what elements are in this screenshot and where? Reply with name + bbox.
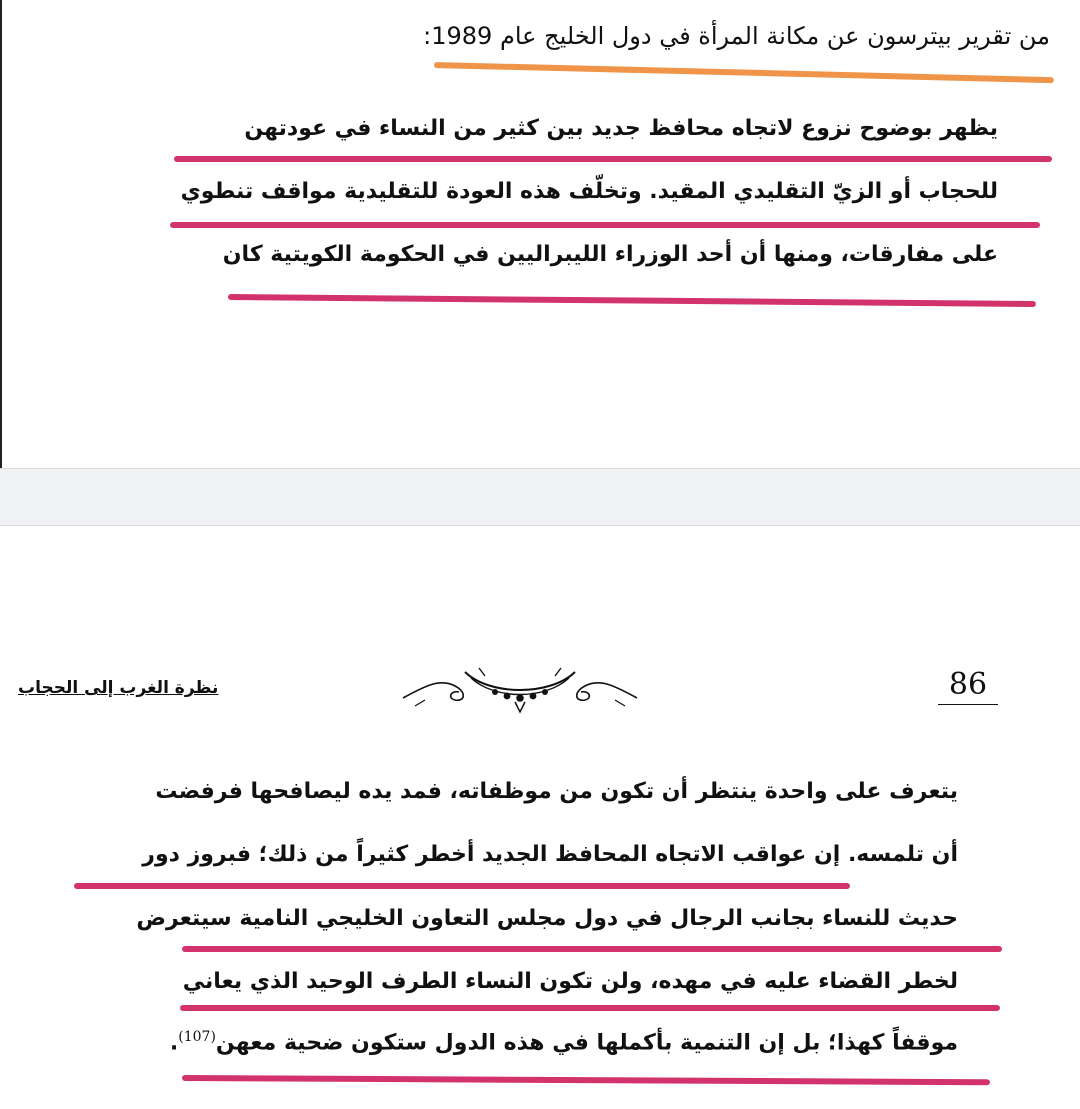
running-header-title: نظرة الغرب إلى الحجاب (18, 678, 219, 698)
bottom-page (0, 526, 1080, 1109)
body-line-2: أن تلمسه. إن عواقب الاتجاه المحافظ الجديد أخطر كثيراً من ذلك؛ فبروز دور (142, 842, 958, 867)
body-line-3: حديث للنساء بجانب الرجال في دول مجلس التعاون الخليجي النامية سيتعرض (136, 906, 958, 931)
pink-highlight-7 (182, 1075, 990, 1085)
quote-line-1: يظهر بوضوح نزوع لاتجاه محافظ جديد بين كثير من النساء في عودتهن (244, 116, 998, 141)
pink-highlight-6 (180, 1005, 1000, 1011)
body-line-5 (170, 1029, 958, 1055)
body-line-5-text: موقفاً كهذا؛ بل إن التنمية بأكملها في هذه الدول ستكون ضحية معهن (215, 1030, 958, 1056)
footnote-reference: (107) (178, 1029, 216, 1045)
quote-line-2: للحجاب أو الزيّ التقليدي المقيد. وتخلّف هذه العودة للتقليدية مواقف تنطوي (180, 179, 998, 204)
lead-line: من تقرير بيترسون عن مكانة المرأة في دول الخليج عام 1989: (423, 22, 1050, 50)
decorative-ornament-icon (395, 656, 645, 716)
quote-line-3: على مفارقات، ومنها أن أحد الوزراء الليبراليين في الحكومة الكويتية كان (222, 242, 998, 267)
body-line-1: يتعرف على واحدة ينتظر أن تكون من موظفاته، فمد يده ليصافحها فرفضت (155, 779, 958, 804)
pink-highlight-1 (174, 156, 1052, 162)
orange-highlight (434, 62, 1054, 83)
trailing-period: . (169, 1030, 179, 1056)
pink-highlight-4 (74, 883, 850, 889)
pink-highlight-5 (182, 946, 1002, 952)
top-page (0, 0, 1080, 468)
pink-highlight-3 (228, 294, 1036, 307)
page-gap (0, 468, 1080, 526)
pink-highlight-2 (170, 222, 1040, 228)
body-line-4: لخطر القضاء عليه في مهده، ولن تكون النساء الطرف الوحيد الذي يعاني (182, 969, 958, 994)
page-number: 86 (938, 666, 998, 705)
